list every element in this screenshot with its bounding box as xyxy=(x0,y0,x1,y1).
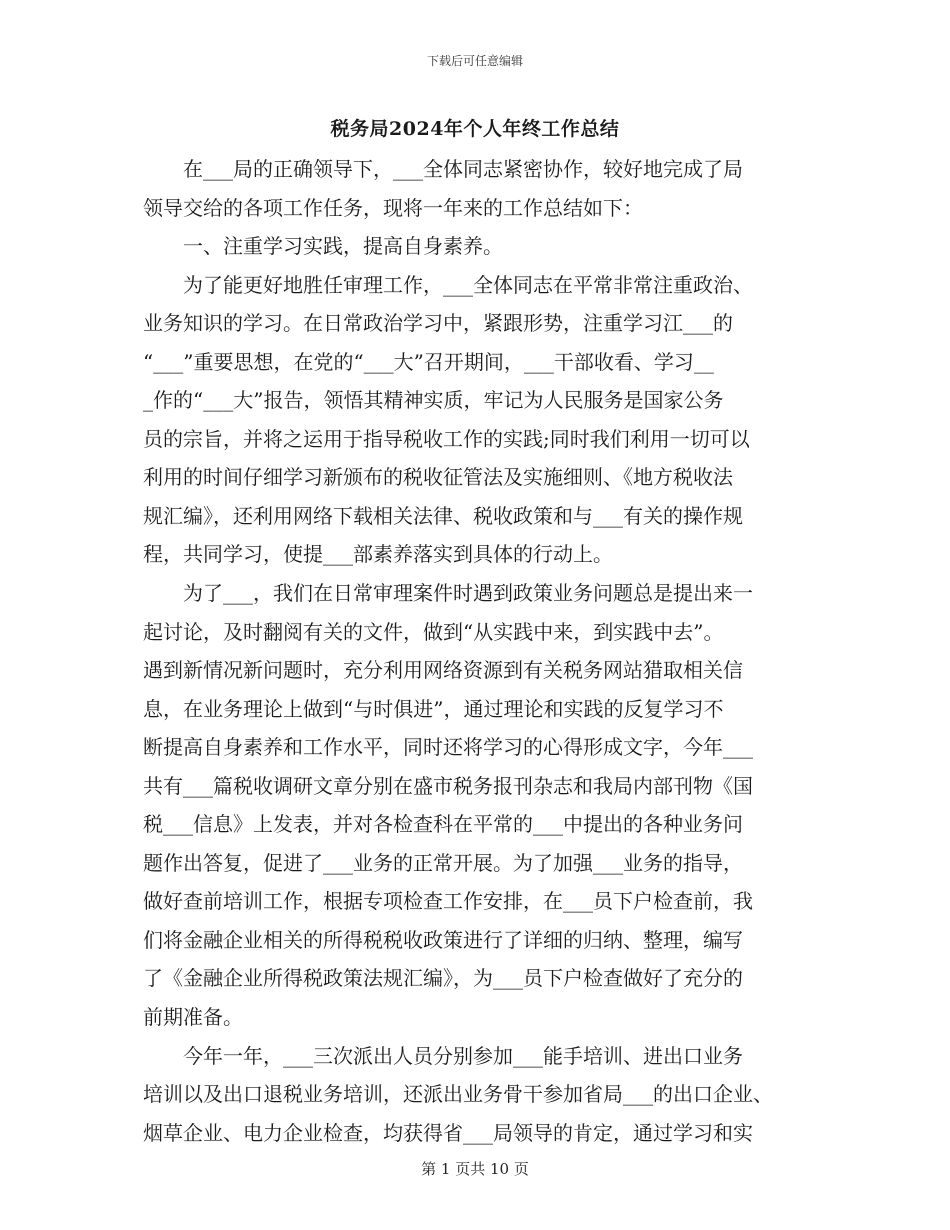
text-line: 了《金融企业所得税政策法规汇编》，为___员下户检查做好了充分的 xyxy=(143,966,743,991)
document-title: 税务局2024年个人年终工作总结 xyxy=(330,118,620,140)
text-line: 员的宗旨，并将之运用于指导税收工作的实践;同时我们利用一切可以 xyxy=(143,426,750,451)
text-line: 领导交给的各项工作任务，现将一年来的工作总结如下： xyxy=(143,195,643,220)
text-line: 程，共同学习，使提___部素养落实到具体的行动上。 xyxy=(143,542,613,567)
text-line: 在___局的正确领导下，___全体同志紧密协作，较好地完成了局 xyxy=(183,157,743,181)
page-header: 下载后可任意编辑 xyxy=(426,54,523,68)
text-line: 税___信息》上发表，并对各检查科在平常的___中提出的各种业务问 xyxy=(143,812,743,837)
document-body xyxy=(143,150,811,1152)
text-line: 业务知识的学习。在日常政治学习中，紧跟形势，注重学习江___的 xyxy=(143,311,733,336)
text-line: 题作出答复，促进了___业务的正常开展。为了加强___业务的指导， xyxy=(143,850,743,875)
section-heading: 一、注重学习实践，提高自身素养。 xyxy=(183,234,503,259)
page-footer: 第 1 页共 10 页 xyxy=(421,1160,529,1178)
text-line: 为了___，我们在日常审理案件时遇到政策业务问题总是提出来一 xyxy=(183,581,753,606)
text-line: 为了能更好地胜任审理工作，___全体同志在平常非常注重政治、 xyxy=(183,272,753,297)
text-line: 利用的时间仔细学习新颁布的税收征管法及实施细则、《地方税收法 xyxy=(143,465,733,490)
text-line: 做好查前培训工作，根据专项检查工作安排，在___员下户检查前，我 xyxy=(143,889,753,914)
text-line: “___”重要思想，在党的“___大”召开期间，___干部收看、学习__ xyxy=(143,349,714,374)
text-line: 共有___篇税收调研文章分别在盛市税务报刊杂志和我局内部刊物《国 xyxy=(143,773,753,798)
text-line: 起讨论，及时翻阅有关的文件，做到“从实践中来，到实践中去”。 xyxy=(143,619,724,644)
text-line: 遇到新情况新问题时，充分利用网络资源到有关税务网站猎取相关信 xyxy=(143,658,743,683)
text-line: 们将金融企业相关的所得税税收政策进行了详细的归纳、整理，编写 xyxy=(143,927,743,952)
text-line: 规汇编》，还利用网络下载相关法律、税收政策和与___有关的操作规 xyxy=(143,503,743,528)
text-line: 培训以及出口退税业务培训，还派出业务骨干参加省局___的出口企业、 xyxy=(143,1082,773,1107)
text-line: 前期准备。 xyxy=(143,1005,243,1030)
text-line: 断提高自身素养和工作水平，同时还将学习的心得形成文字，今年___ xyxy=(143,735,753,760)
text-line: _作的“___大”报告，领悟其精神实质，牢记为人民服务是国家公务 xyxy=(143,388,724,413)
text-line: 今年一年，___三次派出人员分别参加___能手培训、进出口业务 xyxy=(183,1043,743,1068)
text-line: 烟草企业、电力企业检查，均获得省___局领导的肯定，通过学习和实 xyxy=(143,1120,753,1145)
text-line: 息，在业务理论上做到“与时俱进”，通过理论和实践的反复学习不 xyxy=(143,696,724,721)
